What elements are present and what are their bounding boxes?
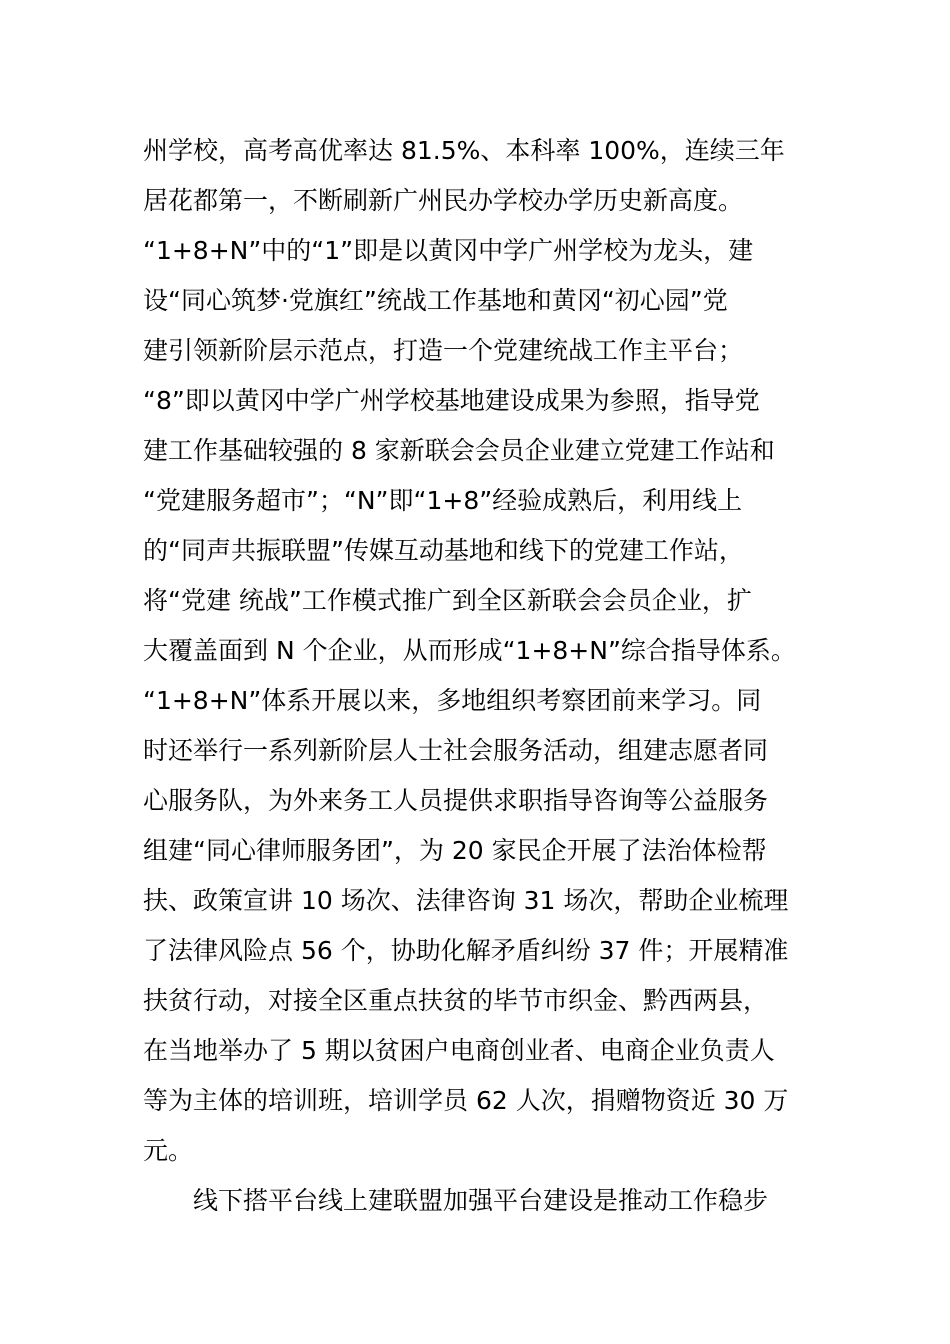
text-line-20: 等为主体的培训班，培训学员 62 人次，捐赠物资近 30 万	[143, 1086, 789, 1115]
text-line-6: “8”即以黄冈中学广州学校基地建设成果为参照，指导党	[143, 386, 760, 415]
text-line-15: 组建“同心律师服务团”，为 20 家民企开展了法治体检帮	[143, 836, 767, 865]
text-line-21: 元。	[143, 1136, 194, 1165]
text-line-17: 了法律风险点 56 个，协助化解矛盾纠纷 37 件；开展精准	[143, 936, 789, 965]
text-line-14: 心服务队，为外来务工人员提供求职指导咨询等公益服务	[143, 786, 769, 815]
text-line-3: “1+8+N”中的“1”即是以黄冈中学广州学校为龙头，建	[143, 236, 754, 265]
text-line-13: 时还举行一系列新阶层人士社会服务活动，组建志愿者同	[143, 736, 769, 765]
text-line-9: 的“同声共振联盟”传媒互动基地和线下的党建工作站，	[143, 536, 744, 565]
paragraph-start-line: 线下搭平台线上建联盟加强平台建设是推动工作稳步	[193, 1186, 769, 1215]
text-line-12: “1+8+N”体系开展以来，多地组织考察团前来学习。同	[143, 686, 762, 715]
text-line-1: 州学校，高考高优率达 81.5%、本科率 100%，连续三年	[143, 136, 785, 165]
body-text	[143, 126, 823, 1226]
text-line-16: 扶、政策宣讲 10 场次、法律咨询 31 场次，帮助企业梳理	[143, 886, 789, 915]
text-line-2: 居花都第一，不断刷新广州民办学校办学历史新高度。	[143, 186, 744, 215]
text-line-10: 将“党建 统战”工作模式推广到全区新联会会员企业，扩	[143, 586, 752, 615]
text-line-8: “党建服务超市”；“N”即“1+8”经验成熟后，利用线上	[143, 486, 743, 515]
text-line-4: 设“同心筑梦·党旗红”统战工作基地和黄冈“初心园”党	[143, 286, 728, 315]
text-line-5: 建引领新阶层示范点，打造一个党建统战工作主平台；	[143, 336, 744, 365]
text-line-11: 大覆盖面到 N 个企业，从而形成“1+8+N”综合指导体系。	[143, 636, 796, 665]
text-line-7: 建工作基础较强的 8 家新联会会员企业建立党建工作站和	[143, 436, 775, 465]
text-line-19: 在当地举办了 5 期以贫困户电商创业者、电商企业负责人	[143, 1036, 775, 1065]
text-line-18: 扶贫行动，对接全区重点扶贫的毕节市织金、黔西两县，	[143, 986, 769, 1015]
